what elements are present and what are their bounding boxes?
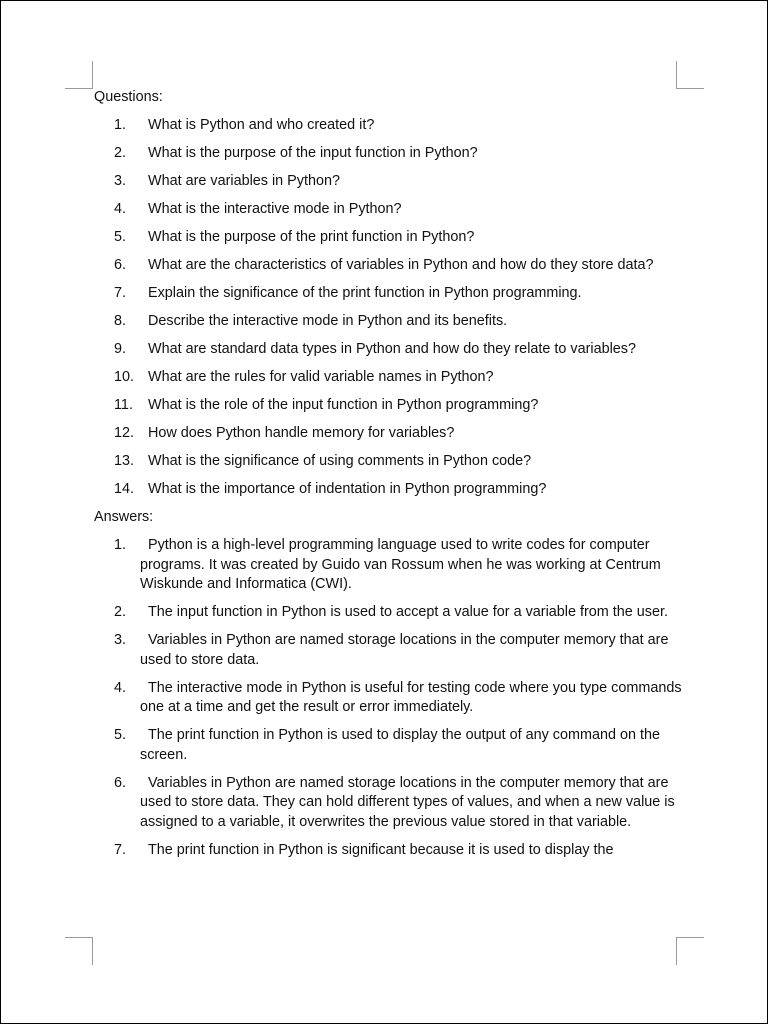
answer-item (94, 726, 684, 765)
question-text: What is the significance of using comments in Python code? (148, 453, 532, 469)
question-item (94, 424, 684, 444)
question-number: 4. (114, 201, 127, 217)
answer-item (94, 841, 684, 861)
answer-number: 6. (114, 774, 127, 791)
question-number: 5. (114, 229, 127, 245)
question-text: What is Python and who created it? (148, 117, 375, 133)
answer-item (94, 603, 684, 623)
question-text: What is the purpose of the input function in Python? (148, 145, 478, 161)
answer-number: 5. (114, 727, 127, 743)
question-text: Explain the significance of the print function in Python programming. (148, 285, 582, 301)
question-number: 9. (114, 341, 127, 357)
answer-number: 4. (114, 679, 127, 696)
question-item (94, 284, 684, 304)
question-number: 13. (114, 453, 135, 469)
answer-number: 2. (114, 604, 127, 620)
answer-text: The print function in Python is used to display the output of any command on the screen. (140, 727, 660, 763)
question-text: What is the role of the input function in Python programming? (148, 397, 539, 413)
question-number: 3. (114, 173, 127, 189)
answer-text: The interactive mode in Python is useful for testing code where you type commands one at a time and get the result or error immediately. (140, 679, 682, 715)
question-number: 7. (114, 285, 127, 301)
answer-text: Python is a high-level programming language used to write codes for computer programs. It was created by Guido van Rossum when he was working at Centrum Wiskunde and Informatica (CWI). (140, 537, 661, 592)
question-item (94, 480, 684, 500)
answer-item (94, 536, 684, 595)
question-number: 12. (114, 425, 135, 441)
question-number: 8. (114, 313, 127, 329)
crop-mark-top-right (676, 61, 704, 89)
answers-list (94, 536, 684, 860)
question-item (94, 368, 684, 388)
question-item (94, 172, 684, 192)
answer-text: The input function in Python is used to accept a value for a variable from the user. (148, 604, 668, 620)
answers-heading: Answers: (94, 509, 154, 525)
question-number: 2. (114, 145, 127, 161)
question-item (94, 144, 684, 164)
question-text: How does Python handle memory for variables? (148, 425, 455, 441)
crop-mark-bottom-right (676, 937, 704, 965)
question-text: Describe the interactive mode in Python and its benefits. (148, 313, 508, 329)
question-text: What are variables in Python? (148, 173, 340, 189)
question-item (94, 228, 684, 248)
answer-text: Variables in Python are named storage locations in the computer memory that are used to store data. (140, 632, 669, 668)
question-number: 14. (114, 481, 135, 497)
document-body (94, 88, 684, 869)
crop-mark-bottom-left (65, 937, 93, 965)
question-item (94, 256, 684, 276)
answer-item (94, 679, 684, 718)
question-item (94, 312, 684, 332)
answer-number: 3. (114, 632, 127, 648)
question-text: What are the characteristics of variables in Python and how do they store data? (148, 257, 654, 273)
questions-heading: Questions: (94, 89, 163, 105)
answer-item (94, 774, 684, 833)
answer-number: 1. (114, 537, 127, 553)
question-text: What is the interactive mode in Python? (148, 201, 402, 217)
question-item (94, 452, 684, 472)
question-number: 10. (114, 369, 135, 385)
question-item (94, 200, 684, 220)
question-item (94, 116, 684, 136)
crop-mark-top-left (65, 61, 93, 89)
answer-number: 7. (114, 841, 127, 858)
questions-list (94, 116, 684, 500)
question-text: What is the importance of indentation in Python programming? (148, 481, 547, 497)
answer-text: The print function in Python is significant because it is used to display the (148, 841, 614, 858)
question-number: 6. (114, 257, 127, 273)
question-text: What is the purpose of the print function in Python? (148, 229, 475, 245)
question-item (94, 396, 684, 416)
question-number: 11. (114, 397, 133, 413)
question-item (94, 340, 684, 360)
answer-text: Variables in Python are named storage locations in the computer memory that are used to store data. They can hold different types of values, and when a new value is assigned to a variable, it overwrites the previous value stored in that variable. (140, 774, 675, 830)
answer-item (94, 631, 684, 670)
question-text: What are the rules for valid variable names in Python? (148, 369, 494, 385)
question-text: What are standard data types in Python and how do they relate to variables? (148, 341, 636, 357)
question-number: 1. (114, 117, 127, 133)
